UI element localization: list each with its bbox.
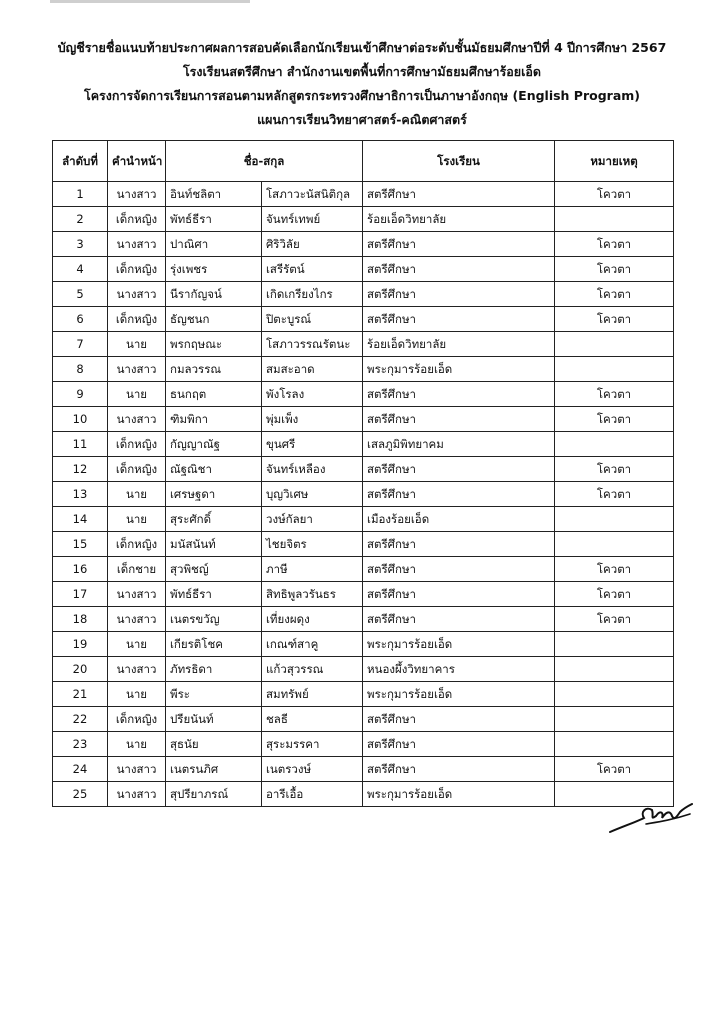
name-prefix: นางสาว bbox=[108, 607, 166, 632]
remark: โควตา bbox=[555, 482, 674, 507]
school-name: สตรีศึกษา bbox=[363, 307, 555, 332]
table-row bbox=[53, 732, 674, 757]
last-name: สุระมรรคา bbox=[262, 732, 363, 757]
school-name: เมืองร้อยเอ็ด bbox=[363, 507, 555, 532]
school-name: สตรีศึกษา bbox=[363, 282, 555, 307]
name-prefix: นาย bbox=[108, 632, 166, 657]
first-name: ณัฐณิชา bbox=[166, 457, 262, 482]
first-name: กมลวรรณ bbox=[166, 357, 262, 382]
name-prefix: เด็กหญิง bbox=[108, 207, 166, 232]
name-prefix: เด็กหญิง bbox=[108, 707, 166, 732]
remark: โควตา bbox=[555, 257, 674, 282]
name-prefix: เด็กหญิง bbox=[108, 457, 166, 482]
first-name: ปาณิศา bbox=[166, 232, 262, 257]
table-row bbox=[53, 457, 674, 482]
row-number: 24 bbox=[53, 757, 108, 782]
table-row bbox=[53, 557, 674, 582]
last-name: โสภาวรรณรัตนะ bbox=[262, 332, 363, 357]
name-prefix: นางสาว bbox=[108, 232, 166, 257]
row-number: 21 bbox=[53, 682, 108, 707]
name-prefix: เด็กชาย bbox=[108, 557, 166, 582]
row-number: 12 bbox=[53, 457, 108, 482]
last-name: ไชยจิตร bbox=[262, 532, 363, 557]
first-name: กัญญาณัฐ bbox=[166, 432, 262, 457]
table-body bbox=[53, 182, 674, 807]
first-name: ธนกฤต bbox=[166, 382, 262, 407]
table-row bbox=[53, 182, 674, 207]
first-name: สุธนัย bbox=[166, 732, 262, 757]
first-name: อินท์ชลิตา bbox=[166, 182, 262, 207]
first-name: เนตรขวัญ bbox=[166, 607, 262, 632]
remark: โควตา bbox=[555, 282, 674, 307]
table-row bbox=[53, 682, 674, 707]
remark: โควตา bbox=[555, 457, 674, 482]
last-name: จันทร์เทพย์ bbox=[262, 207, 363, 232]
row-number: 18 bbox=[53, 607, 108, 632]
row-number: 25 bbox=[53, 782, 108, 807]
column-header-order: ลำดับที่ bbox=[53, 141, 108, 182]
row-number: 23 bbox=[53, 732, 108, 757]
column-header-prefix: คำนำหน้า bbox=[108, 141, 166, 182]
table-row bbox=[53, 332, 674, 357]
name-prefix: นาย bbox=[108, 732, 166, 757]
school-name: สตรีศึกษา bbox=[363, 257, 555, 282]
remark bbox=[555, 532, 674, 557]
row-number: 8 bbox=[53, 357, 108, 382]
table-row bbox=[53, 657, 674, 682]
row-number: 4 bbox=[53, 257, 108, 282]
last-name: สมทรัพย์ bbox=[262, 682, 363, 707]
row-number: 22 bbox=[53, 707, 108, 732]
first-name: เศรษฐดา bbox=[166, 482, 262, 507]
first-name: ธัญชนก bbox=[166, 307, 262, 332]
remark bbox=[555, 632, 674, 657]
row-number: 13 bbox=[53, 482, 108, 507]
table-row bbox=[53, 257, 674, 282]
last-name: เกณฑ์สาคู bbox=[262, 632, 363, 657]
table-row bbox=[53, 757, 674, 782]
remark bbox=[555, 682, 674, 707]
school-name: สตรีศึกษา bbox=[363, 232, 555, 257]
remark bbox=[555, 207, 674, 232]
table-row bbox=[53, 232, 674, 257]
first-name: เกียรติโชค bbox=[166, 632, 262, 657]
header-school: โรงเรียนสตรีศึกษา สำนักงานเขตพื้นที่การศึกษามัธยมศึกษาร้อยเอ็ด bbox=[182, 64, 542, 79]
last-name: สิทธิพูลวรันธร bbox=[262, 582, 363, 607]
first-name: ฑิมพิกา bbox=[166, 407, 262, 432]
remark bbox=[555, 732, 674, 757]
last-name: ชลธี bbox=[262, 707, 363, 732]
first-name: ภัทรธิดา bbox=[166, 657, 262, 682]
name-prefix: นางสาว bbox=[108, 182, 166, 207]
first-name: นีรากัญจน์ bbox=[166, 282, 262, 307]
row-number: 10 bbox=[53, 407, 108, 432]
first-name: สุปรียาภรณ์ bbox=[166, 782, 262, 807]
remark: โควตา bbox=[555, 407, 674, 432]
remark: โควตา bbox=[555, 582, 674, 607]
row-number: 17 bbox=[53, 582, 108, 607]
last-name: อารีเอื้อ bbox=[262, 782, 363, 807]
table-row bbox=[53, 207, 674, 232]
row-number: 11 bbox=[53, 432, 108, 457]
last-name: พังโรลง bbox=[262, 382, 363, 407]
school-name: พระกุมารร้อยเอ็ด bbox=[363, 782, 555, 807]
row-number: 9 bbox=[53, 382, 108, 407]
remark bbox=[555, 432, 674, 457]
first-name: มนัสนันท์ bbox=[166, 532, 262, 557]
remark: โควตา bbox=[555, 757, 674, 782]
row-number: 19 bbox=[53, 632, 108, 657]
last-name: ขุนศรี bbox=[262, 432, 363, 457]
school-name: ร้อยเอ็ดวิทยาลัย bbox=[363, 207, 555, 232]
header-title: บัญชีรายชื่อแนบท้ายประกาศผลการสอบคัดเลือกนักเรียนเข้าศึกษาต่อระดับชั้นมัธยมศึกษาปีที่ 4 ปีการศึกษา 2567 bbox=[57, 40, 667, 55]
row-number: 2 bbox=[53, 207, 108, 232]
header-track: แผนการเรียนวิทยาศาสตร์-คณิตศาสตร์ bbox=[257, 112, 467, 127]
column-header-remark: หมายเหตุ bbox=[555, 141, 674, 182]
school-name: หนองผึ้งวิทยาคาร bbox=[363, 657, 555, 682]
name-prefix: นางสาว bbox=[108, 782, 166, 807]
school-name: สตรีศึกษา bbox=[363, 582, 555, 607]
first-name: สุวพิชญ์ bbox=[166, 557, 262, 582]
row-number: 20 bbox=[53, 657, 108, 682]
table-header-row bbox=[53, 141, 674, 182]
name-prefix: นาย bbox=[108, 382, 166, 407]
school-name: สตรีศึกษา bbox=[363, 607, 555, 632]
remark bbox=[555, 507, 674, 532]
remark bbox=[555, 357, 674, 382]
school-name: สตรีศึกษา bbox=[363, 532, 555, 557]
row-number: 15 bbox=[53, 532, 108, 557]
table-row bbox=[53, 357, 674, 382]
first-name: พัทธ์ธีรา bbox=[166, 207, 262, 232]
row-number: 14 bbox=[53, 507, 108, 532]
table-row bbox=[53, 507, 674, 532]
school-name: พระกุมารร้อยเอ็ด bbox=[363, 632, 555, 657]
school-name: พระกุมารร้อยเอ็ด bbox=[363, 682, 555, 707]
table-row bbox=[53, 607, 674, 632]
name-prefix: เด็กหญิง bbox=[108, 532, 166, 557]
student-roster-table bbox=[52, 140, 674, 807]
header-program: โครงการจัดการเรียนการสอนตามหลักสูตรกระทรวงศึกษาธิการเป็นภาษาอังกฤษ (English Program) bbox=[83, 88, 640, 103]
last-name: บุญวิเศษ bbox=[262, 482, 363, 507]
last-name: วงษ์กัลยา bbox=[262, 507, 363, 532]
name-prefix: นางสาว bbox=[108, 282, 166, 307]
first-name: เนตรนภิศ bbox=[166, 757, 262, 782]
name-prefix: เด็กหญิง bbox=[108, 257, 166, 282]
school-name: สตรีศึกษา bbox=[363, 732, 555, 757]
table-row bbox=[53, 307, 674, 332]
last-name: เกิดเกรียงไกร bbox=[262, 282, 363, 307]
remark: โควตา bbox=[555, 382, 674, 407]
remark bbox=[555, 332, 674, 357]
name-prefix: นางสาว bbox=[108, 357, 166, 382]
last-name: ภาษี bbox=[262, 557, 363, 582]
first-name: พัทธ์ธีรา bbox=[166, 582, 262, 607]
name-prefix: นาย bbox=[108, 682, 166, 707]
table-row bbox=[53, 582, 674, 607]
last-name: แก้วสุวรรณ bbox=[262, 657, 363, 682]
school-name: ร้อยเอ็ดวิทยาลัย bbox=[363, 332, 555, 357]
table-row bbox=[53, 382, 674, 407]
table-row bbox=[53, 407, 674, 432]
row-number: 7 bbox=[53, 332, 108, 357]
school-name: สตรีศึกษา bbox=[363, 482, 555, 507]
row-number: 1 bbox=[53, 182, 108, 207]
name-prefix: นางสาว bbox=[108, 657, 166, 682]
remark bbox=[555, 707, 674, 732]
school-name: สตรีศึกษา bbox=[363, 457, 555, 482]
top-edge-mark bbox=[50, 0, 250, 3]
name-prefix: นาย bbox=[108, 482, 166, 507]
remark: โควตา bbox=[555, 307, 674, 332]
table-row bbox=[53, 282, 674, 307]
table-row bbox=[53, 632, 674, 657]
last-name: โสภาวะนัสนิติกุล bbox=[262, 182, 363, 207]
last-name: ศิริวิลัย bbox=[262, 232, 363, 257]
school-name: พระกุมารร้อยเอ็ด bbox=[363, 357, 555, 382]
last-name: จันทร์เหลือง bbox=[262, 457, 363, 482]
name-prefix: นางสาว bbox=[108, 407, 166, 432]
name-prefix: นางสาว bbox=[108, 582, 166, 607]
first-name: รุ่งเพชร bbox=[166, 257, 262, 282]
school-name: สตรีศึกษา bbox=[363, 757, 555, 782]
row-number: 3 bbox=[53, 232, 108, 257]
remark bbox=[555, 657, 674, 682]
name-prefix: เด็กหญิง bbox=[108, 307, 166, 332]
last-name: พุ่มเพ็ง bbox=[262, 407, 363, 432]
school-name: สตรีศึกษา bbox=[363, 407, 555, 432]
row-number: 16 bbox=[53, 557, 108, 582]
table-row bbox=[53, 532, 674, 557]
row-number: 5 bbox=[53, 282, 108, 307]
name-prefix: นาย bbox=[108, 507, 166, 532]
school-name: เสลภูมิพิทยาคม bbox=[363, 432, 555, 457]
school-name: สตรีศึกษา bbox=[363, 707, 555, 732]
last-name: สมสะอาด bbox=[262, 357, 363, 382]
last-name: เสรีรัตน์ bbox=[262, 257, 363, 282]
remark: โควตา bbox=[555, 232, 674, 257]
school-name: สตรีศึกษา bbox=[363, 557, 555, 582]
first-name: สุระศักดิ์ bbox=[166, 507, 262, 532]
first-name: พรกฤษณะ bbox=[166, 332, 262, 357]
name-prefix: นางสาว bbox=[108, 757, 166, 782]
table-row bbox=[53, 782, 674, 807]
first-name: พีระ bbox=[166, 682, 262, 707]
table-row bbox=[53, 707, 674, 732]
last-name: ปิตะบูรณ์ bbox=[262, 307, 363, 332]
signature-mark bbox=[606, 798, 696, 838]
school-name: สตรีศึกษา bbox=[363, 382, 555, 407]
remark: โควตา bbox=[555, 182, 674, 207]
row-number: 6 bbox=[53, 307, 108, 332]
last-name: เนตรวงษ์ bbox=[262, 757, 363, 782]
column-header-name: ชื่อ-สกุล bbox=[166, 141, 363, 182]
document-header bbox=[0, 36, 724, 132]
name-prefix: เด็กหญิง bbox=[108, 432, 166, 457]
first-name: ปรียนันท์ bbox=[166, 707, 262, 732]
school-name: สตรีศึกษา bbox=[363, 182, 555, 207]
remark: โควตา bbox=[555, 557, 674, 582]
last-name: เที่ยงผดุง bbox=[262, 607, 363, 632]
table-row bbox=[53, 482, 674, 507]
table-row bbox=[53, 432, 674, 457]
remark: โควตา bbox=[555, 607, 674, 632]
column-header-school: โรงเรียน bbox=[363, 141, 555, 182]
name-prefix: นาย bbox=[108, 332, 166, 357]
